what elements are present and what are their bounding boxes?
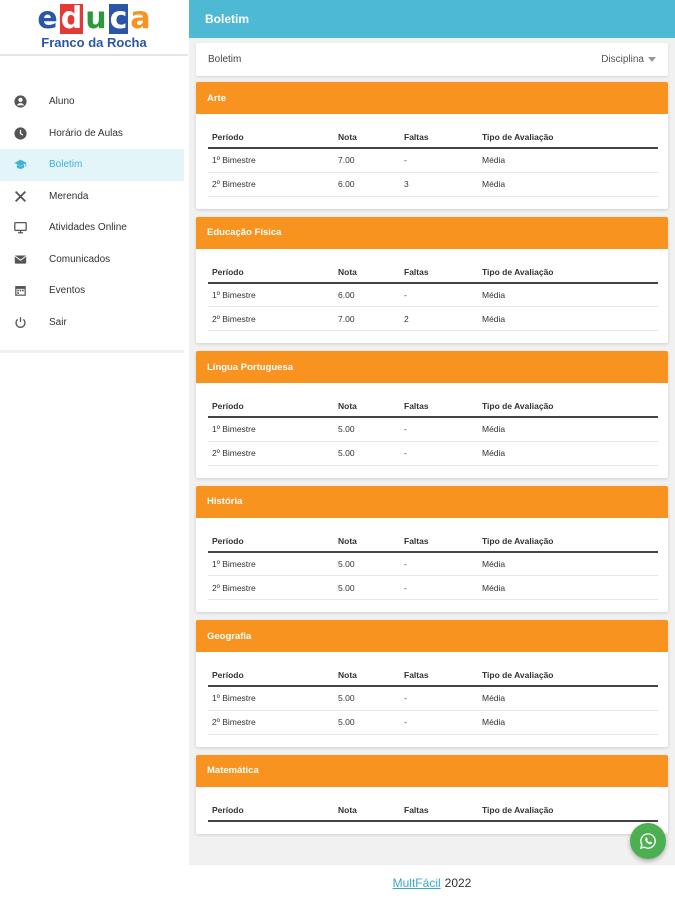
subject-title: Arte: [196, 82, 668, 114]
table-cell: 3: [400, 172, 478, 196]
table-cell: -: [400, 148, 478, 172]
table-cell: -: [400, 441, 478, 465]
sidebar-item-comunicados[interactable]: [0, 244, 184, 276]
table-cell: -: [400, 552, 478, 576]
logo-letter: u: [85, 1, 107, 36]
sidebar-item-merenda[interactable]: [0, 181, 184, 213]
logo-wordmark: [36, 1, 151, 36]
table-header-row: [208, 128, 658, 148]
table-cell: -: [400, 417, 478, 441]
table-cell: 1º Bimestre: [208, 552, 334, 576]
monitor-icon: [12, 220, 28, 236]
table-cell: Média: [478, 576, 658, 600]
table-cell: 5.00: [334, 686, 400, 710]
whatsapp-button[interactable]: [630, 823, 666, 859]
column-header: Tipo de Avaliação: [478, 397, 658, 417]
sidebar-nav: [0, 86, 184, 353]
filter-bar: [196, 43, 668, 76]
sidebar: [0, 0, 188, 900]
grades-table: [208, 263, 658, 332]
table-cell: 5.00: [334, 441, 400, 465]
column-header: Período: [208, 128, 334, 148]
column-header: Tipo de Avaliação: [478, 128, 658, 148]
chevron-down-icon: [648, 57, 656, 62]
page-title: Boletim: [205, 12, 250, 26]
sidebar-item-horario-de-aulas[interactable]: [0, 118, 184, 150]
utensils-icon: [12, 188, 28, 204]
table-row: [208, 172, 658, 196]
column-header: Faltas: [400, 801, 478, 821]
sidebar-item-boletim[interactable]: [0, 149, 184, 181]
column-header: Tipo de Avaliação: [478, 801, 658, 821]
table-cell: 5.00: [334, 710, 400, 734]
table-cell: Média: [478, 710, 658, 734]
table-row: [208, 307, 658, 331]
subject-title: Geografia: [196, 620, 668, 652]
table-header-row: [208, 263, 658, 283]
logo[interactable]: [0, 0, 188, 56]
column-header: Nota: [334, 666, 400, 686]
column-header: Nota: [334, 801, 400, 821]
column-header: Faltas: [400, 128, 478, 148]
table-cell: 5.00: [334, 417, 400, 441]
column-header: Nota: [334, 397, 400, 417]
grades-table-wrapper: [196, 249, 668, 344]
column-header: Período: [208, 397, 334, 417]
grades-table: [208, 532, 658, 601]
column-header: Tipo de Avaliação: [478, 532, 658, 552]
column-header: Faltas: [400, 532, 478, 552]
table-cell: Média: [478, 686, 658, 710]
table-cell: Média: [478, 283, 658, 307]
table-row: [208, 148, 658, 172]
sidebar-item-label: Merenda: [49, 190, 89, 202]
table-cell: 1º Bimestre: [208, 417, 334, 441]
whatsapp-icon: [639, 832, 657, 850]
column-header: Nota: [334, 128, 400, 148]
table-cell: 2º Bimestre: [208, 441, 334, 465]
grades-table: [208, 801, 658, 822]
logo-letter: e: [37, 1, 58, 36]
table-cell: 1º Bimestre: [208, 283, 334, 307]
subject-card: [196, 755, 668, 834]
footer-year: 2022: [444, 875, 472, 890]
table-cell: Média: [478, 417, 658, 441]
sidebar-item-eventos[interactable]: [0, 275, 184, 307]
table-cell: Média: [478, 441, 658, 465]
power-icon: [12, 314, 28, 330]
table-header-row: [208, 666, 658, 686]
table-cell: -: [400, 283, 478, 307]
subject-title: Matemática: [196, 755, 668, 787]
envelope-icon: [12, 251, 28, 267]
logo-subtitle: Franco da Rocha: [41, 35, 147, 50]
table-header-row: [208, 801, 658, 821]
table-cell: 6.00: [334, 172, 400, 196]
table-cell: 2º Bimestre: [208, 307, 334, 331]
sidebar-item-sair[interactable]: [0, 307, 184, 339]
sidebar-item-label: Aluno: [49, 96, 75, 108]
table-row: [208, 576, 658, 600]
sidebar-item-label: Comunicados: [49, 253, 111, 265]
table-cell: 7.00: [334, 148, 400, 172]
subject-card: [196, 217, 668, 344]
column-header: Faltas: [400, 397, 478, 417]
table-cell: 7.00: [334, 307, 400, 331]
column-header: Nota: [334, 532, 400, 552]
sidebar-item-atividades-online[interactable]: [0, 212, 184, 244]
discipline-select-value: Disciplina: [601, 54, 644, 65]
grades-table-wrapper: [196, 518, 668, 613]
graduation-cap-icon: [12, 157, 28, 173]
table-row: [208, 283, 658, 307]
table-cell: 6.00: [334, 283, 400, 307]
grades-table-wrapper: [196, 114, 668, 209]
table-header-row: [208, 397, 658, 417]
table-cell: -: [400, 576, 478, 600]
table-cell: 2º Bimestre: [208, 576, 334, 600]
column-header: Faltas: [400, 666, 478, 686]
column-header: Período: [208, 666, 334, 686]
table-header-row: [208, 532, 658, 552]
table-cell: 2º Bimestre: [208, 172, 334, 196]
calendar-icon: [12, 283, 28, 299]
column-header: Nota: [334, 263, 400, 283]
column-header: Faltas: [400, 263, 478, 283]
footer: [189, 864, 675, 900]
logo-letter: c: [109, 1, 128, 36]
table-cell: -: [400, 710, 478, 734]
content-scroll[interactable]: [189, 38, 675, 864]
subject-title: História: [196, 486, 668, 518]
footer-link[interactable]: MultFácil: [392, 875, 441, 890]
table-row: [208, 417, 658, 441]
clock-icon: [12, 125, 28, 141]
grades-table: [208, 128, 658, 197]
sidebar-item-label: Atividades Online: [49, 222, 127, 234]
logo-letter: a: [130, 1, 151, 36]
subject-cards: [196, 82, 668, 834]
column-header: Período: [208, 801, 334, 821]
sidebar-item-label: Boletim: [49, 159, 83, 171]
grades-table-wrapper: [196, 383, 668, 478]
column-header: Período: [208, 263, 334, 283]
column-header: Período: [208, 532, 334, 552]
main-area: [189, 0, 675, 900]
column-header: Tipo de Avaliação: [478, 666, 658, 686]
table-cell: 5.00: [334, 552, 400, 576]
table-cell: 1º Bimestre: [208, 686, 334, 710]
sidebar-item-label: Sair: [49, 316, 67, 328]
table-row: [208, 552, 658, 576]
table-row: [208, 710, 658, 734]
subject-card: [196, 82, 668, 209]
subject-card: [196, 486, 668, 613]
subject-title: Educação Física: [196, 217, 668, 249]
table-cell: 5.00: [334, 576, 400, 600]
table-row: [208, 441, 658, 465]
filter-label: Boletim: [208, 54, 242, 65]
discipline-select[interactable]: [601, 54, 656, 65]
grades-table-wrapper: [196, 652, 668, 747]
grades-table-wrapper: [196, 787, 668, 834]
column-header: Tipo de Avaliação: [478, 263, 658, 283]
logo-letter: d: [60, 1, 83, 36]
subject-title: Língua Portuguesa: [196, 351, 668, 383]
table-cell: Média: [478, 148, 658, 172]
sidebar-item-label: Eventos: [49, 285, 86, 297]
top-bar: [189, 0, 675, 38]
sidebar-item-aluno[interactable]: [0, 86, 184, 118]
table-cell: 1º Bimestre: [208, 148, 334, 172]
table-cell: Média: [478, 172, 658, 196]
table-row: [208, 686, 658, 710]
table-cell: Média: [478, 552, 658, 576]
sidebar-item-label: Horário de Aulas: [49, 127, 123, 139]
table-cell: 2: [400, 307, 478, 331]
grades-table: [208, 397, 658, 466]
grades-table: [208, 666, 658, 735]
subject-card: [196, 351, 668, 478]
table-cell: 2º Bimestre: [208, 710, 334, 734]
table-cell: -: [400, 686, 478, 710]
subject-card: [196, 620, 668, 747]
table-cell: Média: [478, 307, 658, 331]
user-circle-icon: [12, 94, 28, 110]
